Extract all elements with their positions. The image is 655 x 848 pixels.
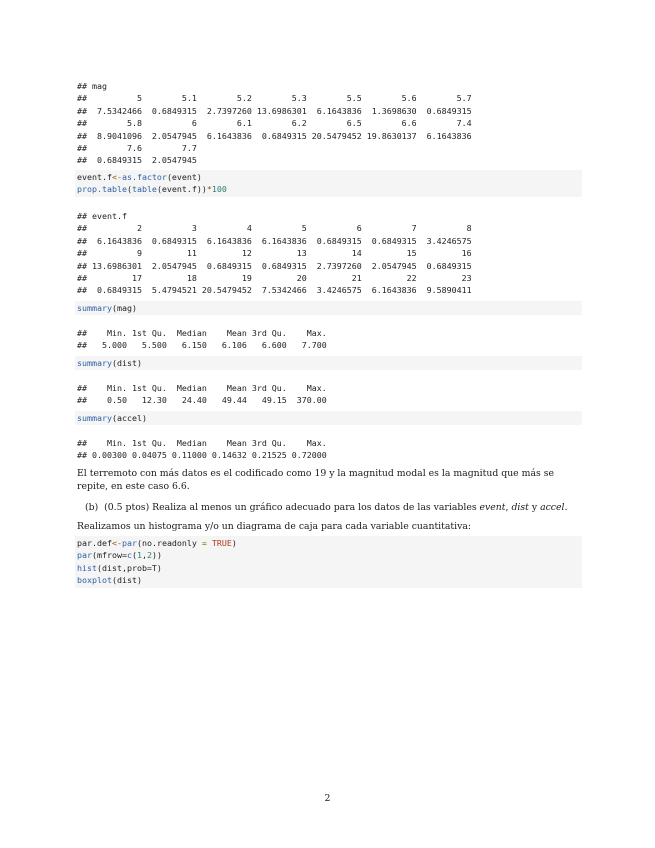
output-event-table: ## event.f ## 2 3 4 5 6 7 8 ## 6.1643836 0.6849315 6.1643836 6.1643836 0.6849315 0.6849315 3.4246575 ## 9 11 12 13 14 15 16 ## 13.6986301 2.0547945 0.6849315 0.6849315 2.7397260 2.0547945 0.6849315 ## 17 18 19 20 21 22 23 ## 0.6849315 5.4794521 20.5479452 7.5342466 3.4246575 6.1643836 9.5890411 (77, 211, 472, 296)
code-token: )) (151, 550, 162, 561)
page-number: 2 (324, 793, 331, 804)
code-token: summary (77, 358, 112, 368)
code-token: (no.readonly (136, 538, 202, 548)
separator: y (528, 502, 541, 513)
separator: , (505, 502, 512, 513)
code-token: ( (126, 184, 132, 195)
code-token: boxplot (77, 575, 112, 586)
code-token: par (77, 550, 92, 561)
separator: . (564, 502, 568, 513)
code-block-plots (75, 536, 582, 588)
code-token: (event.f)) (156, 184, 207, 195)
code-token: ( (131, 550, 137, 561)
output-summary-accel: ## Min. 1st Qu. Median Mean 3rd Qu. Max. ## 0.00300 0.04075 0.11000 0.14632 0.21525 0.72000 (77, 438, 327, 461)
code-token: = (201, 538, 207, 548)
code-block-summary-mag (75, 301, 582, 315)
output-mag-table: ## mag ## 5 5.1 5.2 5.3 5.5 5.6 5.7 ## 7.5342466 0.6849315 2.7397260 13.6986301 6.1643836 1.3698630 0.6849315 ## 5.8 6 6.1 6.2 6.5 6.6 7.4 ## 8.9041096 2.0547945 6.1643836 0.6849315 20.5479452 19.8630137 6.1643836 ## 7.6 7.7 ## 0.6849315 2.0547945 (77, 81, 472, 166)
code-token: prop.table (77, 184, 127, 195)
paragraph-terremoto: El terremoto con más datos es el codificado como 19 y la magnitud modal es la magnitud que más se repite, en este caso 6.6. (77, 468, 554, 492)
output-summary-dist: ## Min. 1st Qu. Median Mean 3rd Qu. Max. ## 0.50 12.30 24.40 49.44 49.15 370.00 (77, 383, 327, 406)
code-token: <- (111, 172, 122, 182)
code-token: (dist,prob=T) (96, 562, 162, 573)
code-token: as.factor (121, 172, 167, 182)
code-token: TRUE (211, 538, 232, 548)
code-token: , (141, 550, 147, 561)
code-token: (mag) (111, 303, 137, 313)
list-item-b (85, 501, 582, 514)
code-token: (accel) (111, 413, 147, 423)
code-block-summary-dist (75, 356, 582, 370)
code-token: c (126, 550, 132, 561)
code-block-summary-accel (75, 411, 582, 425)
code-token: 100 (211, 184, 227, 195)
code-block-event-factor (75, 170, 582, 197)
code-token: 2 (146, 550, 152, 561)
code-token: summary (77, 303, 112, 313)
code-token: par (121, 538, 137, 548)
code-token: event.f (77, 172, 112, 182)
code-token: ) (231, 538, 237, 548)
code-token: <- (111, 538, 122, 548)
code-token: table (131, 184, 157, 195)
code-token: 1 (136, 550, 142, 561)
code-token: * (206, 184, 212, 195)
code-token: hist (77, 562, 97, 573)
code-token: (event) (166, 172, 202, 182)
code-token: (dist) (111, 358, 142, 368)
code-token: (mfrow= (92, 550, 127, 561)
variable-name: accel (540, 502, 565, 513)
list-item-label: (b) (85, 502, 99, 513)
variable-name: event (479, 502, 506, 513)
variable-name: dist (511, 502, 529, 513)
code-token: summary (77, 413, 112, 423)
list-item-text: (0.5 ptos) Realiza al menos un gráfico adecuado para los datos de las variables (104, 502, 480, 513)
code-token: (dist) (111, 575, 142, 586)
code-token: par.def (77, 538, 112, 548)
paragraph-histograma: Realizamos un histograma y/o un diagrama de caja para cada variable cuantitativa: (77, 521, 472, 532)
output-summary-mag: ## Min. 1st Qu. Median Mean 3rd Qu. Max. ## 5.000 5.500 6.150 6.106 6.600 7.700 (77, 328, 327, 351)
